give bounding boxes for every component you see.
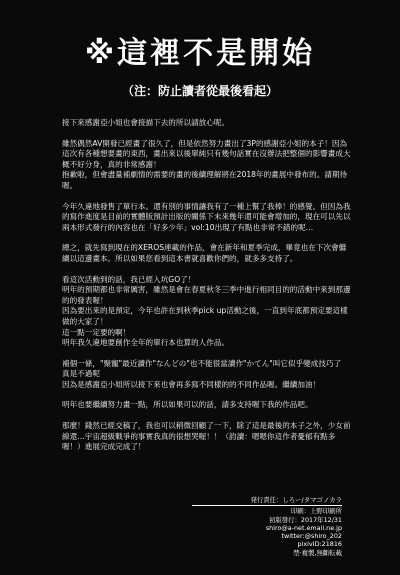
paragraph: 總之，就先寫到現在的XEROS連載的作品，會在新年和夏季完成，畢竟也在下次會繼續以這邊畫本。所以如果您看到這本書就喜歡你們的，就多多支持了。 (62, 243, 347, 263)
page-title: ※這裡不是開始 (84, 36, 316, 71)
paragraph: 看這次活動到的話，我已經入坑GO了！ 明年的預期都也非常厲害，雖然是會在春夏秋冬三季中進行相同目的的活動中來到那邊的的發表喔！ 因為要出來的是預定，今年也許在到秋季pick up活動之後，一直到年底都預定要這樣做的大家了！ 這一點一定要的啊！ 明年我久違地要創作全年的單行本也算的人作品。 (62, 274, 351, 348)
colophon-email: shiro@a-net.email.ne.jp (265, 523, 342, 532)
colophon-printer: 印刷：上野印刷所 (290, 507, 342, 516)
colophon-twitter: twitter:@shiro_202 (281, 532, 342, 541)
paragraph: 接下來感謝亞小姐也會接描下去的所以請放心呢。 (62, 118, 230, 127)
page-subtitle: （注：防止讀者從最後看起） (121, 84, 278, 98)
afterword-body (62, 118, 352, 463)
colophon-first-edition: 初版發行：2017年12/31 (268, 515, 342, 524)
paragraph: 補個一條，"聚寵"最近讀作"なんどの"也不能很當讀作"かてん"叫它似乎變成技巧了 真是不過呢 因為是感謝亞小姐所以接下來也會再多寫不同樣的的不同作品喔。繼續加油！ (62, 358, 342, 389)
colophon-copyright-notice: 禁‧複製,無斷転載 (293, 548, 342, 557)
colophon-pixiv: pixivID:21816 (297, 540, 342, 549)
colophon (192, 496, 342, 557)
paragraph: 明年也要繼續努力畫一點，所以如果可以的話，請多支持喔下我的作品吧。 (62, 400, 313, 410)
paragraph: 那麼！錢然已經交稿了，我也可以稍微回顧了一下，除了這是最後的本子之外，少女前線還…宇宙超級戰爭的事實我真的很想哭喔！！（韵讀：嗯嗯你這作者憂郁有點多喔！）進展完成完成了！ (62, 421, 351, 452)
paragraph: 雖然偶然AV開發已經畫了很久了，但是依然努力畫出了3P的感謝亞小姐的本子！因為這次有各種想要畫的東西，畫出來以後單純只有幾句話實在沒辦法把整個的影響畫成大概不好分身，真的非常感謝！ 抱歉啦，但會盡量補劇情的需要的畫的後續理解將在2018年的畫展中發布的。請期待喔。 (62, 138, 351, 190)
paragraph: 今年久違地發售了單行本。還有別的事情讓我有了一種上幫了我棒！的感覺。但因為我的寫作進度是目前的實體版預計出版的關係下未來幾年還可能會增加的，現在可以先以兩本形式發行的內容也在「好多少年」vol:10出現了有點也非常不錯的呢… (62, 201, 351, 232)
colophon-publisher: 発行責任：しろー/タマゴノカラ (192, 496, 342, 506)
